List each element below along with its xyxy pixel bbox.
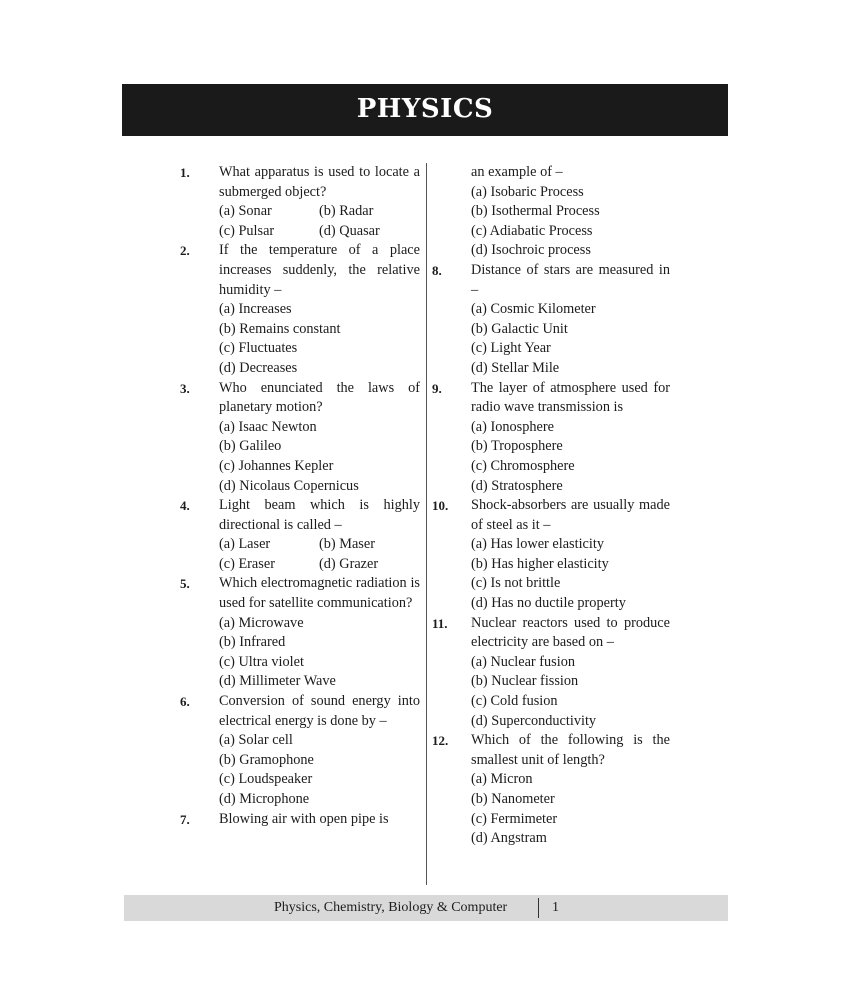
question-text: What apparatus is used to locate a submerged object? xyxy=(219,164,420,200)
answer-option: (d) Superconductivity xyxy=(471,712,597,729)
question-item xyxy=(432,163,670,261)
answer-option: (d) Stratosphere xyxy=(471,477,563,494)
answer-option: (a) Isaac Newton xyxy=(219,418,317,435)
left-column xyxy=(180,163,420,829)
answer-option: (b) Has higher elasticity xyxy=(471,555,609,572)
answer-option: (c) Adiabatic Process xyxy=(471,222,593,239)
question-body xyxy=(219,379,420,497)
question-number: 2. xyxy=(180,243,190,259)
answer-option: (d) Angstram xyxy=(471,830,547,847)
answer-option: (a) Isobaric Process xyxy=(471,183,584,200)
question-item xyxy=(180,692,420,810)
question-item xyxy=(180,379,420,497)
answer-option: (a) Laser xyxy=(219,536,271,553)
question-item xyxy=(432,496,670,614)
question-number: 10. xyxy=(432,498,449,514)
question-number: 7. xyxy=(180,811,190,827)
question-number: 12. xyxy=(432,733,449,749)
footer-separator xyxy=(538,898,539,918)
answer-option: (c) Light Year xyxy=(471,340,551,357)
question-item xyxy=(432,614,670,732)
answer-option: (d) Stellar Mile xyxy=(471,359,560,376)
answer-option: (c) Fluctuates xyxy=(219,340,298,357)
question-text: Which of the following is the smallest unit of length? xyxy=(471,732,670,768)
option-row xyxy=(219,222,420,242)
right-column xyxy=(432,163,670,849)
question-text: Nuclear reactors used to produce electricity are based on – xyxy=(471,614,670,651)
answer-option: (d) Quasar xyxy=(319,222,380,239)
answer-option: (b) Remains constant xyxy=(219,320,341,337)
answer-option: (d) Has no ductile property xyxy=(471,595,626,612)
answer-option: (b) Isothermal Process xyxy=(471,203,600,220)
question-number: 5. xyxy=(180,576,190,592)
option-row xyxy=(219,555,420,575)
answer-option: (a) Cosmic Kilometer xyxy=(471,301,596,318)
question-number: 6. xyxy=(180,694,190,710)
question-text: If the temperature of a place increases suddenly, the relative humidity – xyxy=(219,242,420,298)
answer-option: (a) Has lower elasticity xyxy=(471,536,604,553)
answer-option: (b) Nuclear fission xyxy=(471,673,579,690)
section-title: PHYSICS xyxy=(122,84,728,136)
question-number: 3. xyxy=(180,380,190,396)
question-item xyxy=(432,731,670,849)
question-body xyxy=(471,731,670,849)
answer-option: (c) Loudspeaker xyxy=(219,771,313,788)
answer-option: (a) Increases xyxy=(219,301,292,318)
question-number: 11. xyxy=(432,615,448,631)
question-body xyxy=(471,496,670,614)
question-body xyxy=(471,261,670,379)
question-item xyxy=(180,241,420,378)
answer-option: (a) Microwave xyxy=(219,614,304,631)
answer-option: (a) Nuclear fusion xyxy=(471,653,576,670)
answer-option: (a) Micron xyxy=(471,771,533,788)
answer-option: (b) Gramophone xyxy=(219,751,314,768)
question-text: Distance of stars are measured in – xyxy=(471,261,670,298)
question-body xyxy=(219,241,420,378)
column-divider xyxy=(426,163,427,885)
answer-option: (c) Cold fusion xyxy=(471,693,558,710)
question-body xyxy=(219,496,420,574)
question-text: Shock-absorbers are usually made of steel as it – xyxy=(471,497,670,533)
question-item xyxy=(432,379,670,497)
question-text: an example of – xyxy=(471,164,563,180)
question-body xyxy=(219,810,420,830)
answer-option: (d) Nicolaus Copernicus xyxy=(219,477,359,494)
option-row xyxy=(219,535,420,555)
answer-option: (b) Infrared xyxy=(219,634,286,651)
question-number: 9. xyxy=(432,380,442,396)
answer-option: (a) Ionosphere xyxy=(471,418,554,435)
question-body xyxy=(471,163,670,261)
answer-option: (c) Eraser xyxy=(219,555,275,572)
question-text: Who enunciated the laws of planetary motion? xyxy=(219,379,420,416)
answer-option: (d) Decreases xyxy=(219,359,298,376)
question-item xyxy=(180,496,420,574)
answer-option: (d) Microphone xyxy=(219,791,310,807)
question-number xyxy=(432,163,471,261)
question-number: 8. xyxy=(432,262,442,278)
question-text: Blowing air with open pipe is xyxy=(219,810,389,827)
question-text: Which electromagnetic radiation is used for satellite communication? xyxy=(219,575,420,612)
question-item xyxy=(180,810,420,830)
answer-option: (d) Millimeter Wave xyxy=(219,673,336,690)
question-item xyxy=(432,261,670,379)
answer-option: (b) Maser xyxy=(319,536,375,553)
answer-option: (c) Pulsar xyxy=(219,222,275,239)
answer-option: (c) Fermimeter xyxy=(471,810,558,827)
question-text: Light beam which is highly directional is called – xyxy=(219,497,420,533)
answer-option: (b) Galactic Unit xyxy=(471,320,568,337)
question-item xyxy=(180,574,420,692)
question-body xyxy=(219,692,420,810)
question-body xyxy=(219,574,420,692)
question-number: 4. xyxy=(180,498,190,514)
answer-option: (d) Isochroic process xyxy=(471,242,591,259)
answer-option: (b) Radar xyxy=(319,203,374,220)
answer-option: (c) Johannes Kepler xyxy=(219,457,334,474)
answer-option: (c) Chromosphere xyxy=(471,457,575,474)
question-body xyxy=(471,614,670,732)
answer-option: (a) Solar cell xyxy=(219,732,293,749)
option-row xyxy=(219,202,420,222)
question-text: Conversion of sound energy into electrical energy is done by – xyxy=(219,693,420,729)
page-number: 1 xyxy=(552,900,559,915)
answer-option: (c) Is not brittle xyxy=(471,575,561,592)
footer-title: Physics, Chemistry, Biology & Computer xyxy=(274,900,508,915)
question-item xyxy=(180,163,420,241)
page-footer xyxy=(124,895,728,921)
answer-option: (d) Grazer xyxy=(319,555,379,572)
answer-option: (b) Galileo xyxy=(219,438,282,455)
answer-option: (b) Troposphere xyxy=(471,438,563,455)
answer-option: (a) Sonar xyxy=(219,203,272,220)
question-body xyxy=(219,163,420,241)
question-number: 1. xyxy=(180,165,190,180)
question-text: The layer of atmosphere used for radio wave transmission is xyxy=(471,379,670,416)
question-body xyxy=(471,379,670,497)
answer-option: (c) Ultra violet xyxy=(219,653,304,670)
answer-option: (b) Nanometer xyxy=(471,791,555,807)
